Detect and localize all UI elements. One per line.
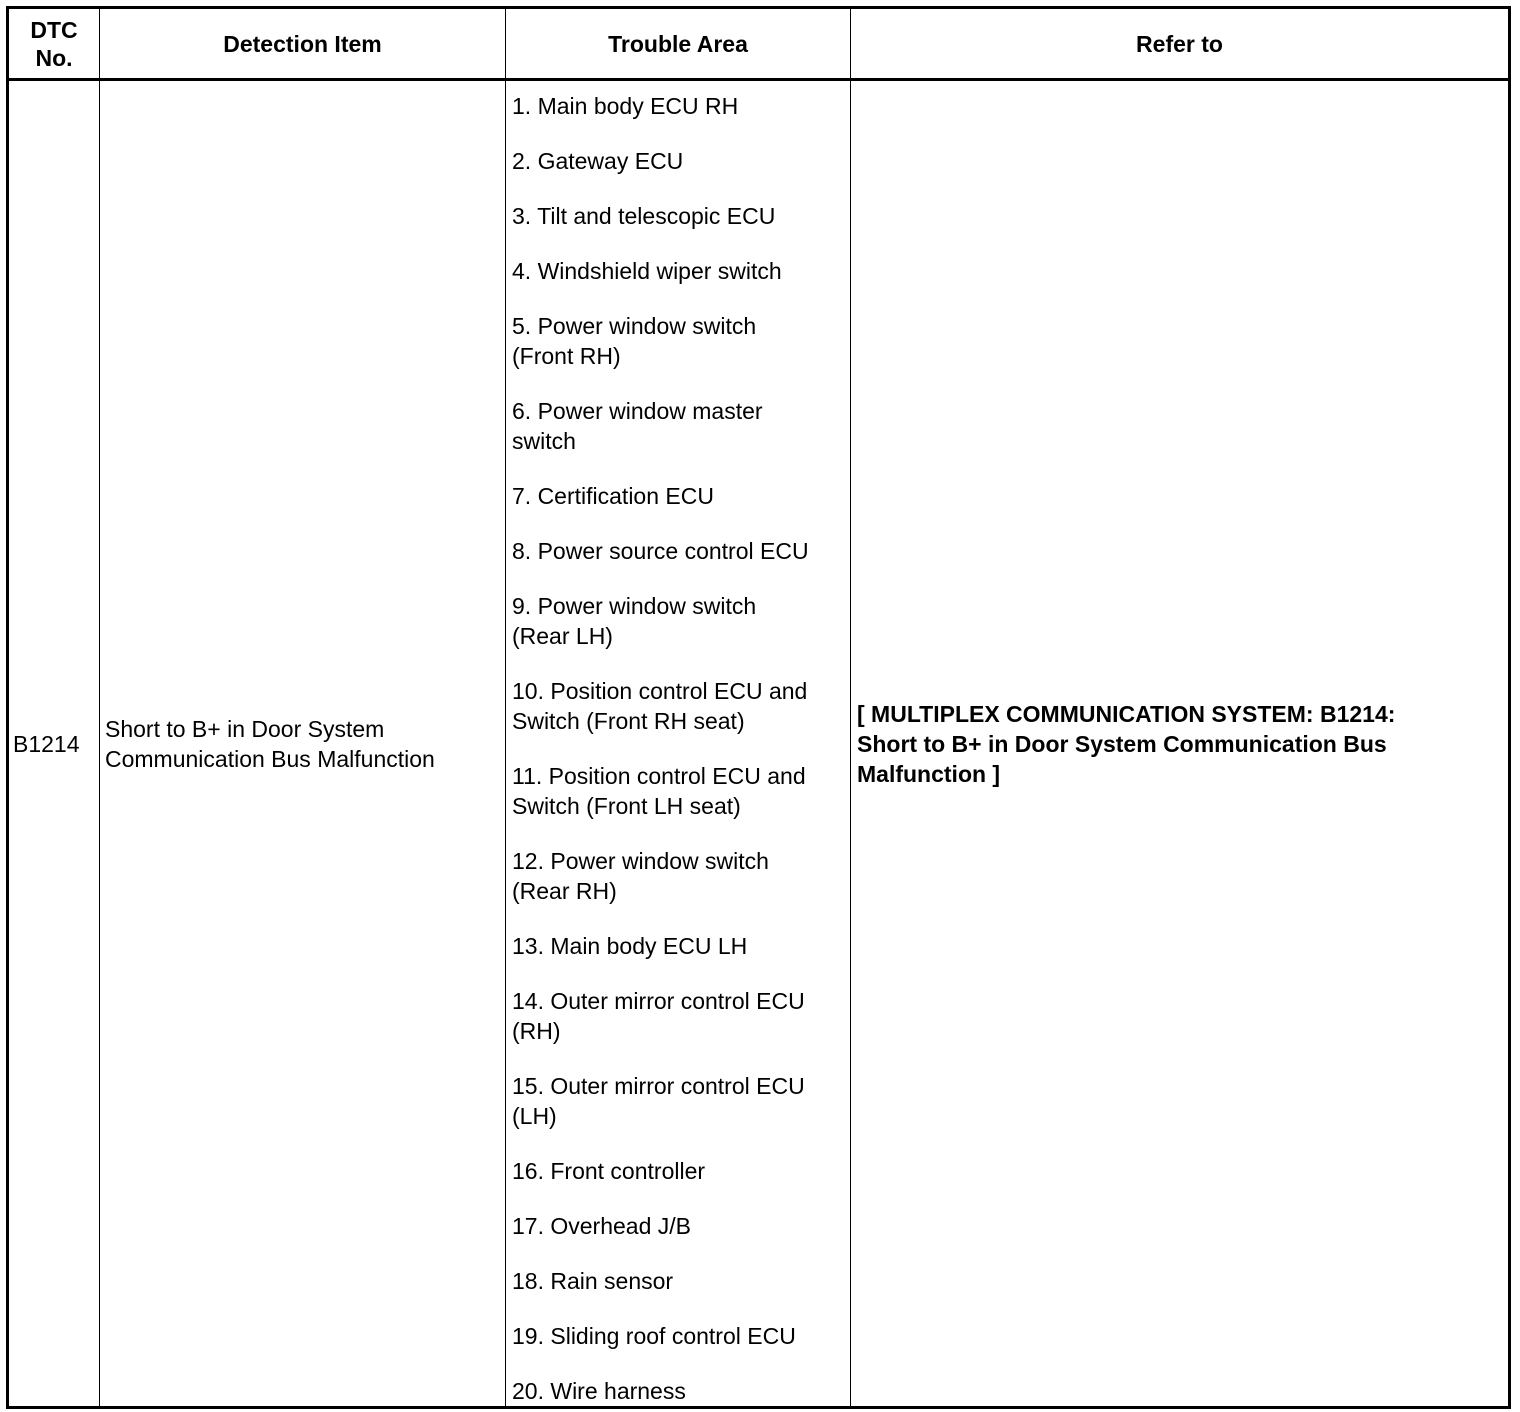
header-dtc-no-line1: DTC (30, 16, 78, 43)
refer-to-link[interactable]: [ MULTIPLEX COMMUNICATION SYSTEM: B1214: Short to B+ in Door System Communication Bus Malfunction ] (857, 700, 1396, 787)
header-trouble-area: Trouble Area (506, 8, 851, 80)
trouble-area-item: 3. Tilt and telescopic ECU (512, 203, 776, 229)
trouble-area-item: 7. Certification ECU (512, 483, 714, 509)
trouble-area-item: 17. Overhead J/B (512, 1213, 691, 1239)
trouble-area-item: 6. Power window master switch (512, 398, 763, 454)
detection-item-cell (100, 80, 506, 1408)
detection-item-text: Short to B+ in Door System Communication Bus Malfunction (105, 715, 435, 772)
trouble-area-item: 20. Wire harness (512, 1378, 686, 1404)
trouble-area-item: 10. Position control ECU and Switch (Front RH seat) (512, 678, 808, 734)
trouble-area-item: 8. Power source control ECU (512, 538, 809, 564)
trouble-area-item: 19. Sliding roof control ECU (512, 1323, 796, 1349)
header-dtc-no (8, 8, 100, 80)
trouble-area-cell (506, 80, 851, 1408)
trouble-area-item: 1. Main body ECU RH (512, 93, 739, 119)
trouble-area-item: 16. Front controller (512, 1158, 706, 1184)
table-row (8, 80, 1510, 1408)
dtc-code-cell: B1214 (8, 80, 100, 1408)
header-detection-item: Detection Item (100, 8, 506, 80)
trouble-area-item: 12. Power window switch (Rear RH) (512, 848, 769, 904)
trouble-area-item: 15. Outer mirror control ECU (LH) (512, 1073, 805, 1129)
trouble-area-item: 4. Windshield wiper switch (512, 258, 782, 284)
header-row (8, 8, 1510, 80)
trouble-area-list (506, 81, 850, 1406)
trouble-area-item: 9. Power window switch (Rear LH) (512, 593, 757, 649)
refer-to-cell (851, 80, 1510, 1408)
header-dtc-no-line2: No. (35, 44, 73, 71)
trouble-area-item: 11. Position control ECU and Switch (Front LH seat) (512, 763, 806, 819)
trouble-area-item: 14. Outer mirror control ECU (RH) (512, 988, 805, 1044)
header-refer-to: Refer to (851, 8, 1510, 80)
trouble-area-item: 13. Main body ECU LH (512, 933, 748, 959)
trouble-area-item: 18. Rain sensor (512, 1268, 674, 1294)
trouble-area-item: 2. Gateway ECU (512, 148, 684, 174)
trouble-area-item: 5. Power window switch (Front RH) (512, 313, 757, 369)
dtc-table (6, 6, 1511, 1409)
